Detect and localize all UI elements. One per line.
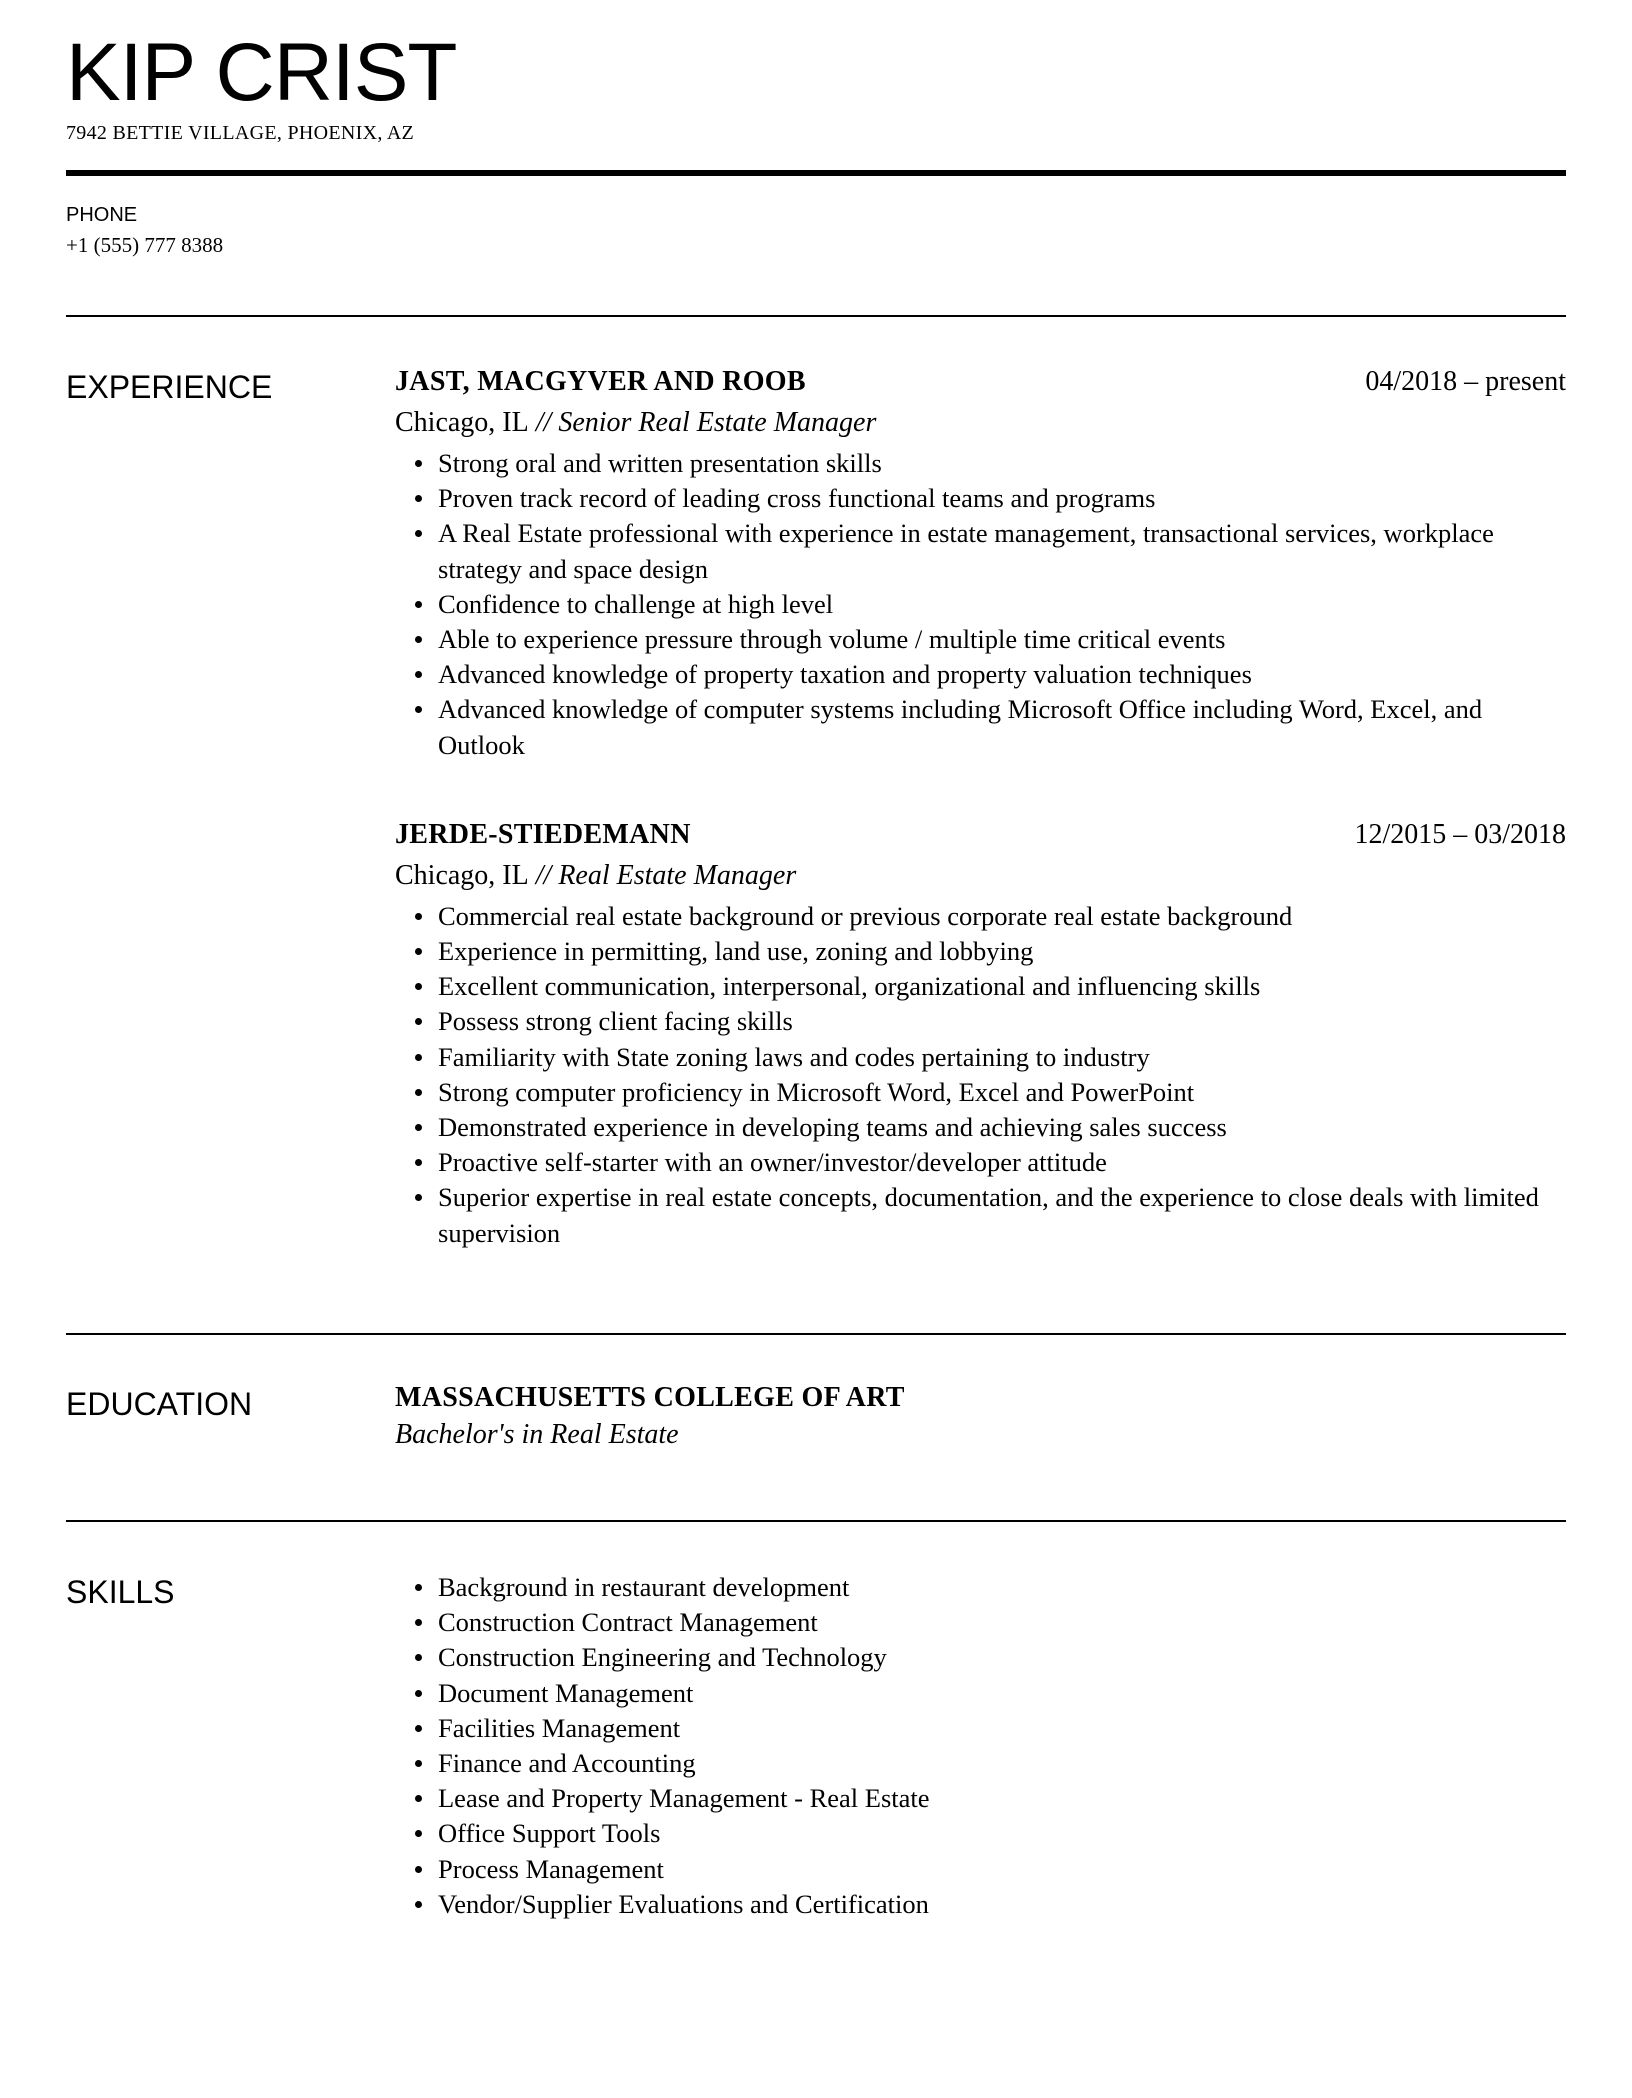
skill-item: Facilities Management xyxy=(395,1711,1566,1746)
job-dates: 12/2015 – 03/2018 xyxy=(1354,818,1566,850)
job-duty-item: A Real Estate professional with experience in estate management, transactional services, workplace strategy and space design xyxy=(395,516,1566,586)
job-duty-item: Excellent communication, interpersonal, organizational and influencing skills xyxy=(395,969,1566,1004)
job-subline xyxy=(395,404,1566,444)
job-duty-item: Able to experience pressure through volume / multiple time critical events xyxy=(395,622,1566,657)
education-school: MASSACHUSETTS COLLEGE OF ART xyxy=(395,1382,905,1413)
skills-list-container xyxy=(395,1568,1566,1922)
job-location: Chicago, IL xyxy=(395,859,529,891)
phone-label: PHONE xyxy=(66,204,138,226)
section-divider xyxy=(66,1333,1566,1335)
job-separator: // xyxy=(528,859,559,891)
skill-item: Construction Engineering and Technology xyxy=(395,1640,1566,1675)
job-duty-item: Proactive self-starter with an owner/investor/developer attitude xyxy=(395,1145,1566,1180)
job-duty-item: Strong oral and written presentation skills xyxy=(395,446,1566,481)
job-separator: // xyxy=(528,407,559,438)
resume-page xyxy=(66,0,1566,2098)
job-duty-item: Possess strong client facing skills xyxy=(395,1004,1566,1039)
skill-item: Document Management xyxy=(395,1676,1566,1711)
skill-item: Office Support Tools xyxy=(395,1816,1566,1851)
phone-number: +1 (555) 777 8388 xyxy=(66,233,224,257)
job-entry xyxy=(395,364,1566,763)
job-dates: 04/2018 – present xyxy=(1365,366,1566,397)
job-role: Real Estate Manager xyxy=(558,859,797,891)
job-duty-item: Proven track record of leading cross functional teams and programs xyxy=(395,481,1566,516)
skill-item: Lease and Property Management - Real Estate xyxy=(395,1781,1566,1816)
job-duty-item: Demonstrated experience in developing teams and achieving sales success xyxy=(395,1110,1566,1145)
job-duty-item: Advanced knowledge of property taxation and property valuation techniques xyxy=(395,657,1566,692)
job-duty-item: Advanced knowledge of computer systems including Microsoft Office including Word, Excel, and Outlook xyxy=(395,692,1566,762)
skill-item: Vendor/Supplier Evaluations and Certification xyxy=(395,1887,1566,1922)
section-divider xyxy=(66,315,1566,317)
skills-list xyxy=(395,1570,1566,1922)
skills-heading: SKILLS xyxy=(66,1574,175,1610)
experience-list xyxy=(395,364,1566,1305)
job-company: JAST, MACGYVER AND ROOB xyxy=(395,366,806,397)
job-duties xyxy=(395,446,1566,763)
skill-item: Process Management xyxy=(395,1852,1566,1887)
job-role: Senior Real Estate Manager xyxy=(558,407,877,438)
education-entry xyxy=(395,1380,1566,1454)
section-divider xyxy=(66,1520,1566,1522)
job-entry xyxy=(395,817,1566,1251)
candidate-address: 7942 BETTIE VILLAGE, PHOENIX, AZ xyxy=(66,122,415,144)
job-location: Chicago, IL xyxy=(395,407,529,438)
candidate-name: KIP CRIST xyxy=(66,27,457,118)
education-degree: Bachelor's in Real Estate xyxy=(395,1419,679,1450)
skill-item: Construction Contract Management xyxy=(395,1605,1566,1640)
job-duty-item: Strong computer proficiency in Microsoft Word, Excel and PowerPoint xyxy=(395,1075,1566,1110)
job-subline xyxy=(395,857,1566,897)
job-duties xyxy=(395,899,1566,1251)
skill-item: Background in restaurant development xyxy=(395,1570,1566,1605)
job-company: JERDE-STIEDEMANN xyxy=(395,818,691,850)
experience-heading: EXPERIENCE xyxy=(66,369,273,405)
skill-item: Finance and Accounting xyxy=(395,1746,1566,1781)
job-duty-item: Superior expertise in real estate concepts, documentation, and the experience to close deals with limited supervision xyxy=(395,1180,1566,1250)
education-heading: EDUCATION xyxy=(66,1386,253,1422)
header-divider xyxy=(66,170,1566,176)
job-duty-item: Experience in permitting, land use, zoning and lobbying xyxy=(395,934,1566,969)
job-header xyxy=(395,364,1566,404)
job-header xyxy=(395,817,1566,857)
job-duty-item: Confidence to challenge at high level xyxy=(395,587,1566,622)
job-duty-item: Familiarity with State zoning laws and codes pertaining to industry xyxy=(395,1040,1566,1075)
job-duty-item: Commercial real estate background or previous corporate real estate background xyxy=(395,899,1566,934)
